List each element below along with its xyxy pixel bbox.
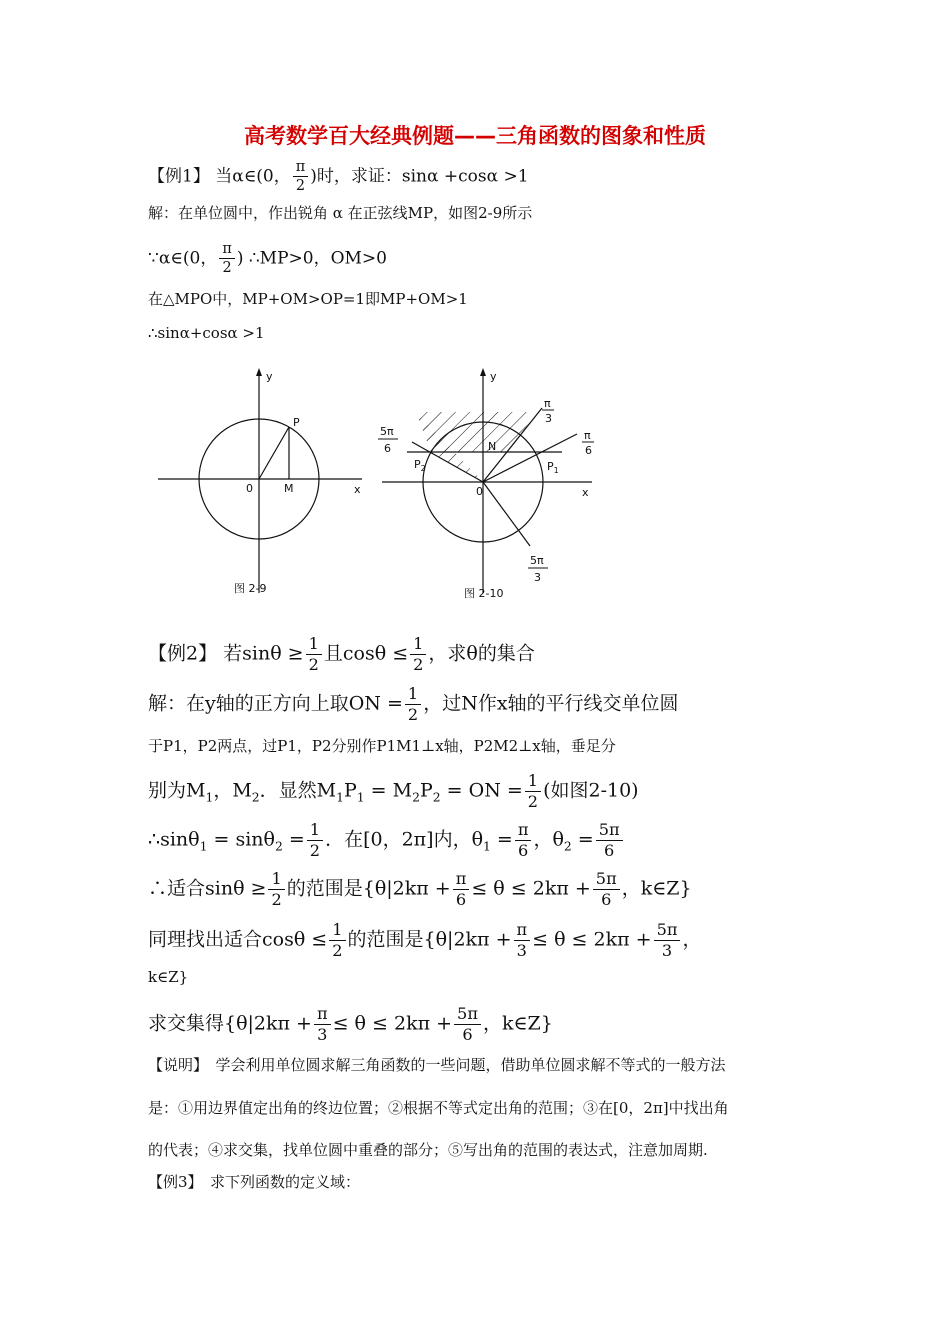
y-label: y — [490, 370, 497, 383]
note-line2: 是：①用边界值定出角的终边位置；②根据不等式定出角的范围；③在[0，2π]中找出角 — [148, 1099, 729, 1117]
ex3-line1: 【例3】 求下列函数的定义域： — [148, 1173, 361, 1191]
ex1-text-a: 当α∈(0， — [215, 166, 291, 187]
y-arrow-icon — [256, 368, 262, 376]
ex2-line2: 于P1，P2两点，过P1，P2分别作P1M1⊥x轴，P2M2⊥x轴，垂足分 — [148, 737, 616, 755]
ex2-tag: 【例2】 — [148, 642, 218, 665]
origin-label: 0 — [246, 482, 253, 495]
ex1-line1 — [148, 160, 529, 194]
x-label: x — [354, 483, 361, 496]
m-label: M — [284, 482, 294, 495]
p1-label: $P_1$ — [547, 460, 559, 475]
ex2-line4: ∴sinθ$_1$ = sinθ$_2$ = $\frac{1}{2}$ ．在[0，2π]内，$\theta_1$ = $\frac{\pi}{6}$ ，$\theta_2$ = $\frac{5\pi}{6}$ — [148, 822, 625, 859]
note-line1: 【说明】 学会利用单位圆求解三角函数的一些问题，借助单位圆求解不等式的一般方法 — [148, 1056, 726, 1074]
ex1-frac: $\frac{\pi}{2}$ — [293, 160, 309, 194]
ex2-solution: 解：在y轴的正方向上取ON = $\frac{1}{2}$ ，过N作x轴的平行线交单位圆 — [148, 684, 679, 725]
ex1-line3: ∵α∈(0， $\frac{\pi}{2}$ ) ∴MP>0，OM>0 — [148, 241, 387, 277]
pi-3-num: π — [544, 397, 551, 410]
origin-label: 0 — [476, 485, 483, 498]
figure-2-9 — [150, 368, 370, 600]
y-arrow-icon — [480, 368, 486, 376]
ex2-line8: 求交集得{θ|2kπ + $\frac{\pi}{3}$ ≤ θ ≤ 2kπ + $\frac{5\pi}{6}$ ，k∈Z} — [148, 1004, 553, 1045]
ex2-line6: 同理找出适合cosθ ≤ $\frac{1}{2}$ 的范围是{θ|2kπ + $\frac{\pi}{3}$ ≤ θ ≤ 2kπ + $\frac{5\pi}{3}$ ， — [148, 920, 702, 961]
p-label: P — [293, 416, 300, 429]
5pi-6-den: 6 — [384, 442, 391, 455]
5pi-3-num: 5π — [530, 554, 544, 567]
5pi-3-den: 3 — [534, 571, 541, 584]
note-line3: 的代表；④求交集，找单位圆中重叠的部分；⑤写出角的范围的表达式，注意加周期. — [148, 1141, 708, 1159]
radius-op — [259, 427, 289, 479]
pi-3-den: 3 — [545, 412, 552, 425]
figure-2-10 — [372, 368, 612, 604]
y-label: y — [266, 370, 273, 383]
ex1-tag: 【例1】 — [148, 166, 210, 187]
x-label: x — [582, 486, 589, 499]
ex2-line5: ∴适合sinθ ≥ $\frac{1}{2}$ 的范围是{θ|2kπ + $\frac{\pi}{6}$ ≤ θ ≤ 2kπ + $\frac{5\pi}{6}$ ，k∈Z} — [148, 869, 692, 910]
p2-label: $P_2$ — [414, 458, 426, 473]
ex1-solution: 解：在单位圆中，作出锐角 α 在正弦线MP，如图2-9所示 — [148, 204, 533, 222]
ex2-line3: 别为$M_1$，$M_2$．显然$M_1P_1 = M_2P_2$ = ON = $\frac{1}{2}$ (如图2-10) — [148, 771, 639, 812]
ray-5pi-3 — [483, 482, 530, 546]
caption: 图 2-9 — [234, 582, 267, 595]
ex2-line1: 【例2】 若sinθ ≥ $\frac{1}{2}$ 且cosθ ≤ $\frac{1}{2}$ ，求θ的集合 — [148, 634, 535, 675]
ex1-line5: ∴sinα+cosα >1 — [148, 324, 265, 342]
pi-6-den: 6 — [585, 444, 592, 457]
pi-6-num: π — [584, 429, 591, 442]
ex1-text-b: )时，求证：sinα +cosα >1 — [310, 166, 529, 187]
5pi-6-num: 5π — [380, 425, 394, 438]
n-label: N — [488, 440, 497, 453]
ex2-line7: k∈Z} — [148, 968, 189, 986]
ex1-line4: 在△MPO中，MP+OM>OP=1即MP+OM>1 — [148, 290, 468, 308]
caption: 图 2-10 — [464, 587, 504, 600]
ex1-frac2: $\frac{\pi}{2}$ — [219, 242, 235, 276]
page-title: 高考数学百大经典例题——三角函数的图象和性质 — [244, 124, 706, 148]
